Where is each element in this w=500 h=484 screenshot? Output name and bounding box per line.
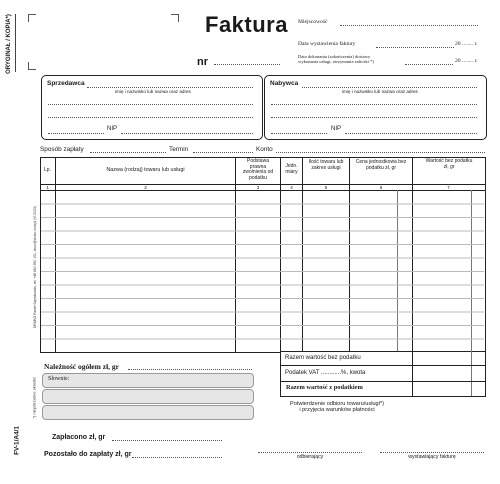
amount-due-field[interactable] — [128, 369, 252, 370]
issue-date-year: 20 ........ r. — [455, 41, 478, 47]
original-copy-label: ORYGINAŁ / KOPIA*) — [6, 14, 12, 74]
place-field[interactable] — [340, 25, 478, 26]
col-header-legal-basis: Podstawa prawna zwolnienia od podatku — [242, 158, 274, 181]
form-code: FV-1/A4/1 — [13, 426, 21, 455]
seller-title: Sprzedawca — [47, 80, 85, 87]
issue-date-field[interactable] — [376, 47, 454, 48]
completion-date-year: 20 ........ r. — [455, 58, 478, 64]
seller-nip-field[interactable] — [121, 133, 253, 134]
payment-term-field[interactable] — [193, 152, 253, 153]
corner-mark — [28, 62, 36, 70]
completion-date-label-line1: Data dokonania (zakończenia) dostawy — [298, 54, 371, 59]
invoice-number-field[interactable] — [214, 64, 280, 65]
vat-label: Podatek VAT ............%, kwota — [285, 370, 366, 376]
place-label: Miejscowość — [298, 19, 328, 25]
amount-in-words-field[interactable] — [42, 373, 254, 388]
gross-total-label: Razem wartość z podatkiem — [286, 384, 363, 391]
corner-mark — [28, 14, 36, 22]
table-rows[interactable] — [41, 191, 484, 350]
net-total-value[interactable] — [413, 352, 471, 365]
paid-label: Zapłacono zł, gr — [52, 434, 106, 441]
totals-cents-divider — [471, 351, 472, 396]
remaining-label: Pozostało do zapłaty zł, gr — [44, 451, 132, 458]
receipt-confirmation-line1: Potwierdzenie odbioru towaru/usługi*) — [290, 401, 384, 407]
col-header-unit-price: Cena jednostkowa bez podatku zł, gr — [355, 159, 407, 171]
seller-nip-label: NIP — [107, 126, 118, 132]
col-header-unit: Jedn. miary — [285, 163, 298, 175]
remaining-field[interactable] — [132, 457, 222, 458]
invoice-number-label: nr — [197, 56, 208, 68]
buyer-nip-label: NIP — [331, 126, 342, 132]
printer-side-print: DRUKO Paweł Szymkowski, tel. +48 660 950 151, biuro@druko.com.pl (VI 2023) — [33, 205, 37, 329]
payment-method-label: Sposób zapłaty — [40, 146, 84, 153]
original-copy-line — [15, 14, 16, 72]
invoice-title: Faktura — [205, 12, 288, 37]
col-header-quantity: Ilość towaru lub zakres usługi — [308, 159, 344, 171]
receipt-confirmation — [262, 401, 412, 414]
col-number: 6 — [379, 185, 383, 190]
buyer-title: Nabywca — [270, 80, 299, 87]
issue-date-label: Data wystawienia faktury — [298, 41, 356, 47]
receipt-confirmation-line2: i przyjęcia warunków płatności — [299, 407, 375, 414]
footnote: *) niepotrzebne skreślić — [31, 376, 37, 419]
completion-date-label-line2: wykonania usługi, otrzymania zaliczki *) — [298, 59, 374, 65]
col-number: 5 — [324, 185, 328, 190]
buyer-name-field[interactable] — [302, 87, 477, 88]
paid-field[interactable] — [112, 440, 222, 441]
seller-name-field[interactable] — [87, 87, 253, 88]
seller-address-line-2[interactable] — [48, 117, 253, 118]
issuer-signature-field[interactable] — [380, 452, 484, 453]
amount-in-words-label: Słownie: — [48, 376, 70, 382]
seller-address-line-1[interactable] — [48, 104, 253, 105]
col-header-lp: Lp. — [44, 167, 51, 173]
completion-date-field[interactable] — [405, 64, 453, 65]
buyer-nip-field[interactable] — [345, 133, 477, 134]
seller-nip-pre — [48, 133, 104, 134]
amount-in-words-line-2[interactable] — [42, 389, 254, 404]
payment-term-label: Termin — [169, 146, 189, 153]
payment-method-field[interactable] — [90, 152, 166, 153]
col-header-net-value: Wartość bez podatku zł, gr — [425, 158, 473, 170]
seller-hint: imię i nazwisko lub nazwa oraz adres — [115, 89, 191, 94]
col-number: 7 — [447, 185, 450, 190]
amount-in-words-line-3[interactable] — [42, 405, 254, 420]
issuer-label: wystawiający fakturę — [408, 454, 456, 460]
buyer-address-line-1[interactable] — [271, 104, 477, 105]
buyer-hint: imię i nazwisko lub nazwa oraz adres — [342, 89, 418, 94]
vat-value[interactable] — [413, 366, 471, 381]
completion-date-label — [298, 54, 408, 64]
col-number: 2 — [144, 185, 147, 190]
receiver-label: odbierający — [296, 454, 324, 460]
col-header-name: Nazwa (rodzaj) towaru lub usługi — [106, 167, 185, 173]
corner-mark — [171, 14, 179, 22]
col-number: 1 — [46, 185, 49, 190]
receiver-signature-field[interactable] — [258, 452, 362, 453]
payment-account-label: Konto — [256, 146, 273, 153]
col-number: 3 — [256, 185, 260, 190]
buyer-address-line-2[interactable] — [271, 117, 477, 118]
amount-due-label: Należność ogółem zł, gr — [44, 362, 119, 371]
net-total-label: Razem wartość bez podatku — [285, 355, 361, 361]
buyer-nip-pre — [271, 133, 327, 134]
payment-account-field[interactable] — [276, 152, 485, 153]
gross-total-value[interactable] — [413, 382, 471, 395]
col-number: 4 — [290, 185, 293, 190]
